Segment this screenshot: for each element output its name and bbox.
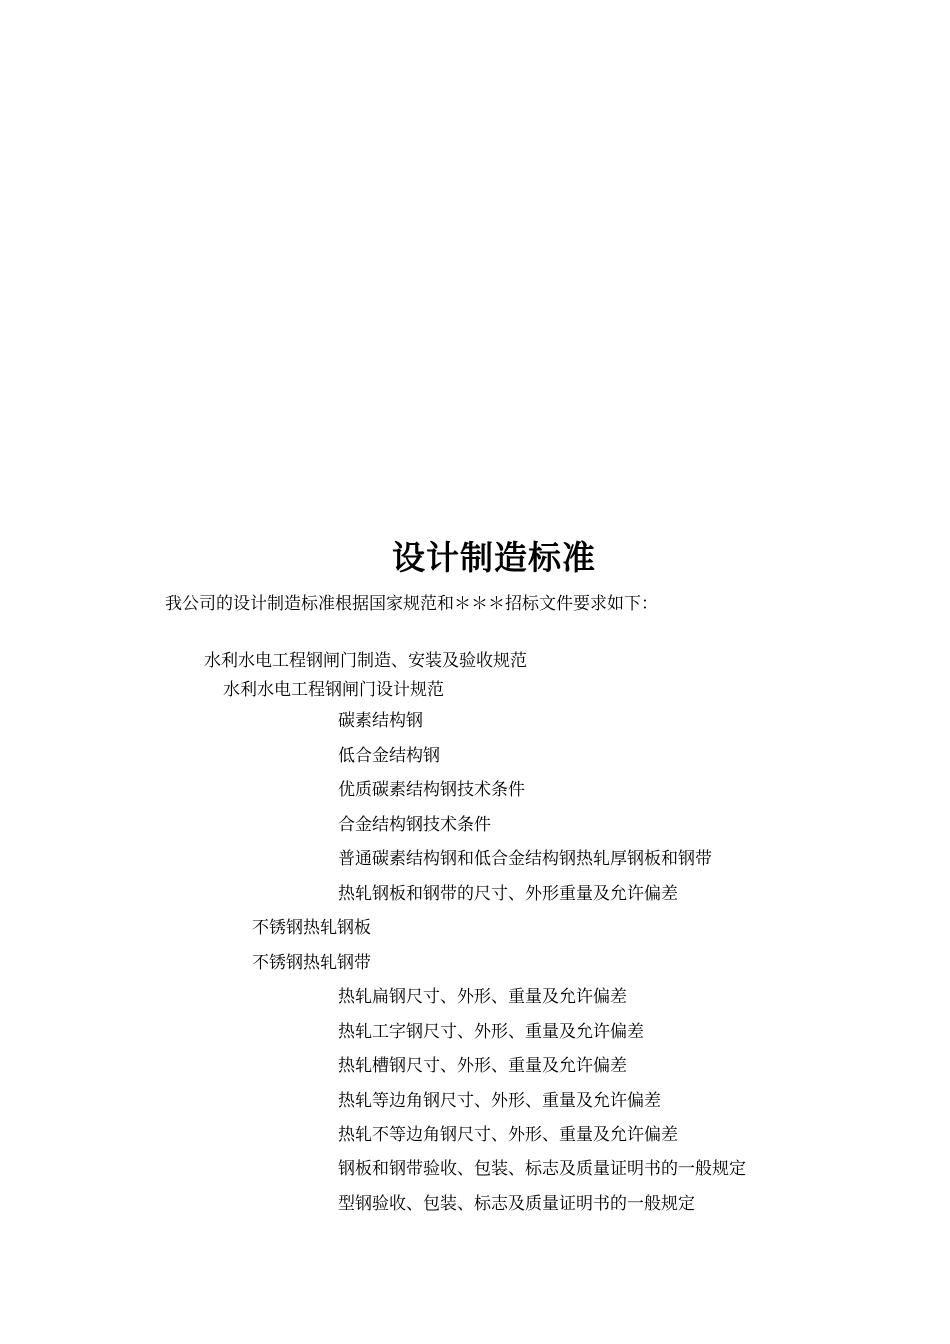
page-title: 设计制造标准 (392, 538, 596, 577)
standard-item: 普通碳素结构钢和低合金结构钢热轧厚钢板和钢带 (338, 849, 712, 869)
standard-item: 不锈钢热轧钢带 (252, 953, 371, 973)
standard-item: 热轧槽钢尺寸、外形、重量及允许偏差 (338, 1056, 627, 1076)
standard-item: 型钢验收、包装、标志及质量证明书的一般规定 (338, 1194, 695, 1214)
intro-paragraph: 我公司的设计制造标准根据国家规范和＊＊＊招标文件要求如下： (165, 594, 658, 614)
standard-item: 热轧钢板和钢带的尺寸、外形重量及允许偏差 (338, 884, 678, 904)
standard-item: 钢板和钢带验收、包装、标志及质量证明书的一般规定 (338, 1159, 746, 1179)
standard-item: 热轧扁钢尺寸、外形、重量及允许偏差 (338, 987, 627, 1007)
standard-item: 不锈钢热轧钢板 (252, 918, 371, 938)
standard-item: 合金结构钢技术条件 (338, 815, 491, 835)
standard-item: 水利水电工程钢闸门设计规范 (223, 680, 444, 700)
standard-item: 热轧不等边角钢尺寸、外形、重量及允许偏差 (338, 1125, 678, 1145)
standard-item: 水利水电工程钢闸门制造、安装及验收规范 (204, 651, 527, 671)
standard-item: 热轧等边角钢尺寸、外形、重量及允许偏差 (338, 1091, 661, 1111)
standard-item: 碳素结构钢 (338, 711, 423, 731)
standard-item: 低合金结构钢 (338, 746, 440, 766)
standard-item: 热轧工字钢尺寸、外形、重量及允许偏差 (338, 1022, 644, 1042)
standard-item: 优质碳素结构钢技术条件 (338, 780, 525, 800)
